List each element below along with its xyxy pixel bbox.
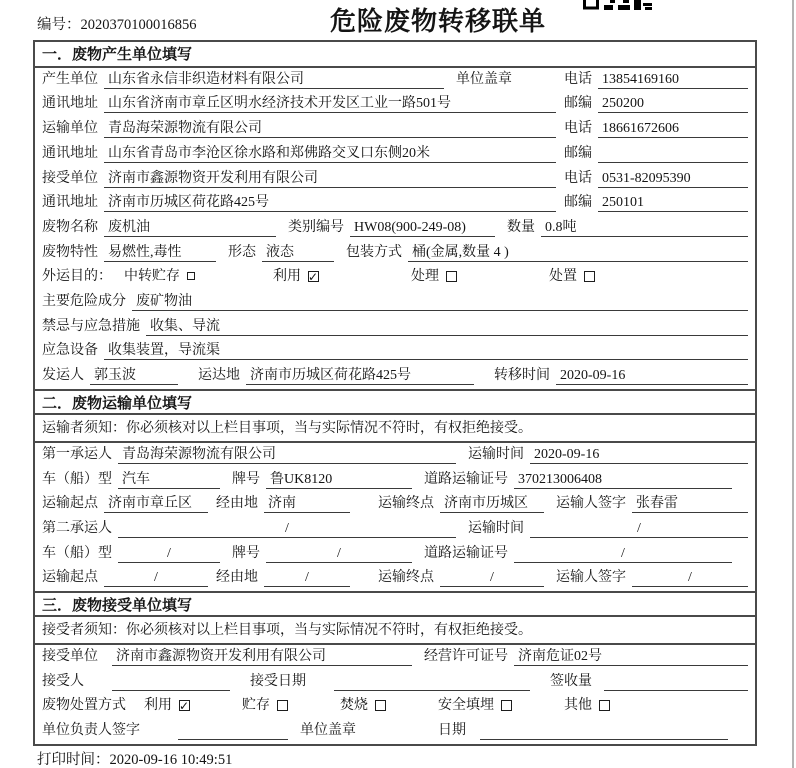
- serial-number: [37, 13, 197, 34]
- disposal-method-label: 废物处置方式: [42, 698, 126, 714]
- hazard-components-value: 废矿物油: [132, 292, 748, 311]
- transport-time1-label: 运输时间: [468, 446, 524, 462]
- section3-notice: 接受者须知：你必须核对以上栏目事项，当与实际情况不符时，有权拒绝接受。: [35, 617, 755, 645]
- vehicle1-type-label: 车（船）型: [42, 471, 112, 487]
- accept-person-label: 接受人: [42, 673, 84, 689]
- taboo-measures-value: 收集、导流: [146, 317, 748, 336]
- transit-storage-checkbox-icon: [187, 272, 195, 280]
- row-route2: [35, 567, 755, 592]
- waste-form-label: 形态: [228, 244, 256, 260]
- producer-phone-label: 电话: [564, 71, 592, 87]
- row-vehicle1: [35, 468, 755, 493]
- recycle-checkbox-icon: [308, 271, 319, 282]
- hazard-components-label: 主要危险成分: [42, 294, 126, 310]
- disposal-option-incinerate: 焚烧: [340, 696, 386, 715]
- sign-date-label: 日期: [438, 723, 466, 739]
- route1-via-value: 济南: [264, 494, 350, 513]
- first-carrier-value: 青岛海荣源物流有限公司: [118, 445, 456, 464]
- route1-start-value: 济南市章丘区: [104, 494, 208, 513]
- waste-form-value: 液态: [262, 243, 334, 262]
- waste-qty-value: 0.8吨: [541, 218, 748, 237]
- qr-code-fragment-icon: [583, 0, 652, 12]
- receiver-address-value: 济南市历城区荷花路425号: [104, 193, 556, 212]
- transport-address-label: 通讯地址: [42, 145, 98, 161]
- purpose-option-transit-storage: 中转贮存: [124, 267, 195, 286]
- unit-seal2-label: 单位盖章: [300, 723, 356, 739]
- receipt-qty-value: [604, 672, 748, 691]
- route2-via-value: /: [264, 568, 350, 587]
- route1-sign-label: 运输人签字: [556, 496, 626, 512]
- destination-value: 济南市历城区荷花路425号: [246, 366, 474, 385]
- route2-end-value: /: [440, 568, 544, 587]
- transport-time1-value: 2020-09-16: [530, 445, 748, 464]
- disposal-other-checkbox-icon: [599, 700, 610, 711]
- waste-traits-value: 易燃性,毒性: [104, 243, 216, 262]
- transport-phone-value: 18661672606: [598, 119, 748, 138]
- section1-title: 一．废物产生单位填写: [35, 42, 755, 68]
- disposal-option-recycle: 利用 ✓: [144, 696, 190, 715]
- emergency-equipment-label: 应急设备: [42, 343, 98, 359]
- operating-license-value: 济南危证02号: [514, 647, 748, 666]
- road-license2-label: 道路运输证号: [424, 545, 508, 561]
- row-waste-traits: [35, 241, 755, 266]
- row-receiver-address: [35, 192, 755, 217]
- road-license2-value: /: [514, 544, 732, 563]
- page-title: 危险废物转移联单: [330, 6, 547, 36]
- producer-unit-value: 山东省永信非织造材料有限公司: [104, 70, 444, 89]
- transfer-time-label: 转移时间: [494, 368, 550, 384]
- receiver-phone-value: 0531-82095390: [598, 169, 748, 188]
- vehicle2-type-label: 车（船）型: [42, 545, 112, 561]
- producer-address-label: 通讯地址: [42, 96, 98, 112]
- second-carrier-value: /: [118, 519, 456, 538]
- producer-zip-label: 邮编: [564, 96, 592, 112]
- accept-unit-value: 济南市鑫源物资开发利用有限公司: [112, 647, 412, 666]
- receiver-phone-label: 电话: [564, 170, 592, 186]
- row-hazard-components: [35, 290, 755, 315]
- disposal-option-other: 其他: [564, 696, 610, 715]
- plate2-label: 牌号: [232, 545, 260, 561]
- treat-checkbox-icon: [446, 271, 457, 282]
- row-dispatcher: [35, 364, 755, 389]
- row-responsible-signature: [35, 719, 755, 744]
- row-transfer-purpose: [35, 266, 755, 291]
- print-time: [37, 748, 232, 768]
- plate2-value: /: [266, 544, 412, 563]
- serial-label: 编号：: [37, 17, 81, 33]
- purpose-option-recycle: 利用 ✓: [273, 267, 319, 286]
- second-carrier-label: 第二承运人: [42, 520, 112, 536]
- emergency-equipment-value: 收集装置，导流渠: [104, 341, 748, 360]
- serial-value: 2020370100016856: [80, 17, 197, 33]
- receiver-address-label: 通讯地址: [42, 195, 98, 211]
- receiver-zip-value: 250101: [598, 193, 748, 212]
- row-producer-address: [35, 93, 755, 118]
- route1-start-label: 运输起点: [42, 496, 98, 512]
- disposal-recycle-checkbox-icon: [179, 700, 190, 711]
- row-first-carrier: [35, 443, 755, 468]
- first-carrier-label: 第一承运人: [42, 446, 112, 462]
- receiver-unit-value: 济南市鑫源物资开发利用有限公司: [104, 169, 556, 188]
- unit-seal-label: 单位盖章: [456, 71, 512, 87]
- transport-time2-label: 运输时间: [468, 520, 524, 536]
- disposal-incinerate-checkbox-icon: [375, 700, 386, 711]
- section3-title: 三．废物接受单位填写: [35, 591, 755, 617]
- destination-label: 运达地: [198, 368, 240, 384]
- vehicle2-type-value: /: [118, 544, 220, 563]
- dispose-checkbox-icon: [584, 271, 595, 282]
- row-route1: [35, 493, 755, 518]
- road-license1-label: 道路运输证号: [424, 471, 508, 487]
- transfer-purpose-label: 外运目的：: [42, 269, 112, 285]
- producer-phone-value: 13854169160: [598, 70, 748, 89]
- route1-end-value: 济南市历城区: [440, 494, 544, 513]
- road-license1-value: 370213006408: [514, 470, 732, 489]
- row-second-carrier: [35, 517, 755, 542]
- row-producer-unit: [35, 68, 755, 93]
- route1-sign-value: 张春雷: [632, 494, 748, 513]
- accept-unit-label: 接受单位: [42, 649, 98, 665]
- manifest-form: [33, 40, 757, 746]
- plate1-value: 鲁UK8120: [266, 470, 412, 489]
- scan-page-edge: [792, 0, 794, 768]
- sign-date-value: [480, 721, 728, 740]
- receiver-unit-label: 接受单位: [42, 170, 98, 186]
- receipt-qty-label: 签收量: [550, 673, 592, 689]
- row-taboo-measures: [35, 315, 755, 340]
- waste-name-value: 废机油: [104, 218, 276, 237]
- row-accept-person: [35, 670, 755, 695]
- route2-sign-value: /: [632, 568, 748, 587]
- waste-pack-value: 桶(金属,数量 4 ): [408, 243, 748, 262]
- transport-unit-label: 运输单位: [42, 121, 98, 137]
- waste-qty-label: 数量: [507, 219, 535, 235]
- waste-traits-label: 废物特性: [42, 244, 98, 260]
- row-receiver-unit: [35, 167, 755, 192]
- disposal-option-landfill: 安全填埋: [438, 696, 512, 715]
- purpose-option-dispose: 处置: [549, 267, 595, 286]
- responsible-sign-label: 单位负责人签字: [42, 723, 140, 739]
- waste-code-label: 类别编号: [288, 219, 344, 235]
- accept-person-value: [112, 672, 230, 691]
- disposal-option-storage: 贮存: [242, 696, 288, 715]
- vehicle1-type-value: 汽车: [118, 470, 220, 489]
- transfer-time-value: 2020-09-16: [556, 366, 748, 385]
- accept-date-label: 接受日期: [250, 673, 306, 689]
- section2-notice: 运输者须知：你必须核对以上栏目事项，当与实际情况不符时，有权拒绝接受。: [35, 415, 755, 443]
- producer-unit-label: 产生单位: [42, 71, 98, 87]
- document-header: [33, 0, 757, 40]
- route2-via-label: 经由地: [216, 570, 258, 586]
- transport-phone-label: 电话: [564, 121, 592, 137]
- operating-license-label: 经营许可证号: [424, 649, 508, 665]
- row-disposal-method: [35, 695, 755, 720]
- route2-start-value: /: [104, 568, 208, 587]
- route2-start-label: 运输起点: [42, 570, 98, 586]
- dispatcher-label: 发运人: [42, 368, 84, 384]
- waste-name-label: 废物名称: [42, 219, 98, 235]
- row-emergency-equipment: [35, 340, 755, 365]
- transport-time2-value: /: [530, 519, 748, 538]
- waste-pack-label: 包装方式: [346, 244, 402, 260]
- dispatcher-value: 郭玉波: [90, 366, 178, 385]
- section2-title: 二．废物运输单位填写: [35, 389, 755, 415]
- purpose-option-treat: 处理: [411, 267, 457, 286]
- row-vehicle2: [35, 542, 755, 567]
- taboo-measures-label: 禁忌与应急措施: [42, 318, 140, 334]
- row-waste-name: [35, 216, 755, 241]
- row-accept-unit: [35, 645, 755, 670]
- transport-zip-label: 邮编: [564, 145, 592, 161]
- accept-date-value: [334, 672, 530, 691]
- producer-address-value: 山东省济南市章丘区明水经济技术开发区工业一路501号: [104, 94, 556, 113]
- transport-unit-value: 青岛海荣源物流有限公司: [104, 119, 556, 138]
- responsible-sign-value: [178, 721, 288, 740]
- disposal-landfill-checkbox-icon: [501, 700, 512, 711]
- route2-sign-label: 运输人签字: [556, 570, 626, 586]
- receiver-zip-label: 邮编: [564, 195, 592, 211]
- disposal-storage-checkbox-icon: [277, 700, 288, 711]
- waste-code-value: HW08(900-249-08): [350, 218, 495, 237]
- row-transport-unit: [35, 117, 755, 142]
- print-time-value: 2020-09-16 10:49:51: [109, 752, 233, 768]
- transport-address-value: 山东省青岛市李沧区徐水路和郑佛路交叉口东侧20米: [104, 144, 556, 163]
- row-transport-address: [35, 142, 755, 167]
- transport-zip-value: [598, 144, 748, 163]
- producer-zip-value: 250200: [598, 94, 748, 113]
- route1-end-label: 运输终点: [378, 496, 434, 512]
- route2-end-label: 运输终点: [378, 570, 434, 586]
- route1-via-label: 经由地: [216, 496, 258, 512]
- print-time-label: 打印时间：: [37, 752, 110, 768]
- plate1-label: 牌号: [232, 471, 260, 487]
